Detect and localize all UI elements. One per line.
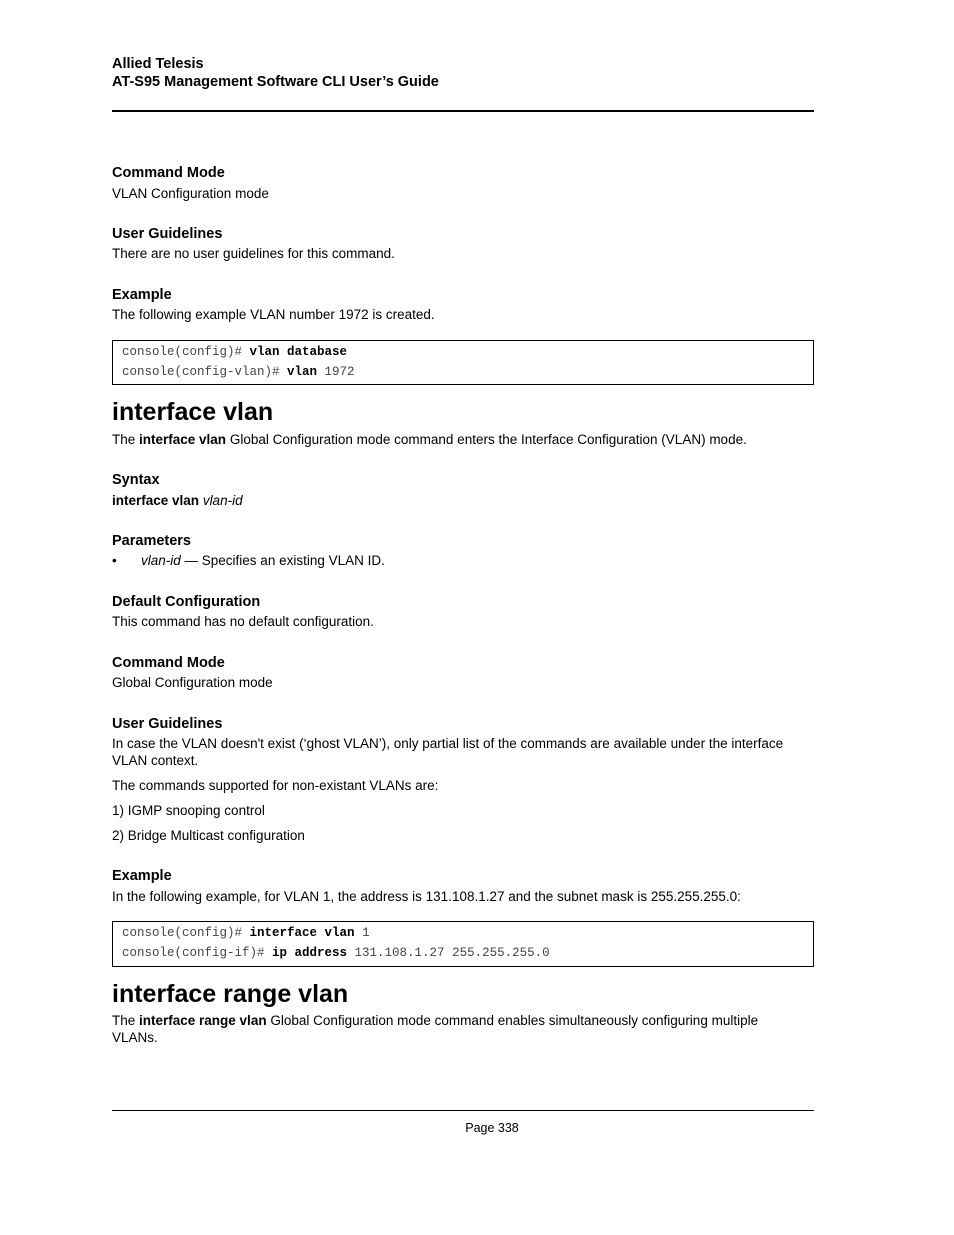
code-command: vlan database — [249, 345, 348, 359]
intro-suffix: Global Configuration mode command enables simultaneously configuring multiple — [266, 1013, 759, 1028]
intro-command: interface vlan — [139, 432, 227, 447]
code-command: interface vlan — [249, 926, 355, 940]
code-prompt: console(config-if)# — [122, 946, 273, 960]
default-config-heading: Default Configuration — [112, 594, 261, 610]
bullet-marker: • — [112, 553, 117, 568]
user-guidelines-text: There are no user guidelines for this command. — [112, 246, 395, 261]
code-args: 1972 — [317, 365, 355, 379]
page-number: Page 338 — [465, 1121, 519, 1135]
intro-command: interface range vlan — [139, 1013, 267, 1028]
code-args: 131.108.1.27 255.255.255.0 — [347, 946, 550, 960]
example-heading: Example — [112, 868, 172, 884]
command-mode-heading: Command Mode — [112, 165, 225, 181]
command-mode-text: VLAN Configuration mode — [112, 186, 269, 201]
code-command: vlan — [287, 365, 318, 379]
parameter-description: — Specifies an existing VLAN ID. — [180, 553, 385, 568]
list-item: 2) Bridge Multicast configuration — [112, 828, 305, 843]
interface-range-vlan-intro — [112, 1012, 814, 1029]
code-prompt: console(config)# — [122, 345, 250, 359]
syntax-command: interface vlan — [112, 493, 200, 508]
running-header — [112, 55, 439, 91]
example-heading: Example — [112, 287, 172, 303]
intro-suffix: Global Configuration mode command enters the Interface Configuration (VLAN) mode. — [226, 432, 747, 447]
section-title-interface-range-vlan: interface range vlan — [112, 980, 349, 1008]
code-command: ip address — [272, 946, 348, 960]
code-line — [113, 943, 813, 963]
code-example-box — [112, 921, 814, 967]
user-guidelines-heading: User Guidelines — [112, 226, 223, 242]
parameter-item — [141, 552, 811, 569]
interface-range-vlan-intro-line2: VLANs. — [112, 1030, 158, 1045]
code-line — [113, 342, 813, 362]
interface-vlan-intro — [112, 431, 814, 448]
code-args: 1 — [354, 926, 370, 940]
code-prompt: console(config)# — [122, 926, 250, 940]
syntax-argument: vlan-id — [202, 493, 243, 508]
command-mode-text: Global Configuration mode — [112, 675, 273, 690]
code-line — [113, 923, 813, 943]
example-text: The following example VLAN number 1972 is created. — [112, 307, 435, 322]
command-mode-heading: Command Mode — [112, 655, 225, 671]
user-guidelines-line: In case the VLAN doesn't exist (‘ghost VLAN’), only partial list of the commands are available under the interface — [112, 736, 784, 751]
footer-rule — [112, 1110, 814, 1111]
syntax-heading: Syntax — [112, 472, 160, 488]
intro-prefix: The — [112, 1013, 140, 1028]
parameter-name: vlan-id — [141, 553, 181, 568]
code-line — [113, 362, 813, 382]
header-guide-title: AT-S95 Management Software CLI User’s Guide — [112, 74, 439, 90]
code-prompt: console(config-vlan)# — [122, 365, 288, 379]
supported-commands-text: The commands supported for non-existant VLANs are: — [112, 778, 439, 793]
user-guidelines-line: VLAN context. — [112, 753, 199, 768]
parameters-heading: Parameters — [112, 533, 191, 549]
document-page — [112, 0, 814, 1235]
default-config-text: This command has no default configuration. — [112, 614, 374, 629]
section-title-interface-vlan: interface vlan — [112, 398, 274, 426]
user-guidelines-heading: User Guidelines — [112, 716, 223, 732]
list-item: 1) IGMP snooping control — [112, 803, 265, 818]
code-example-box — [112, 340, 814, 385]
example-text: In the following example, for VLAN 1, the address is 131.108.1.27 and the subnet mask is 255.255.255.0: — [112, 889, 741, 904]
header-rule — [112, 110, 814, 112]
intro-prefix: The — [112, 432, 140, 447]
header-company: Allied Telesis — [112, 56, 204, 72]
syntax-line — [112, 492, 814, 509]
